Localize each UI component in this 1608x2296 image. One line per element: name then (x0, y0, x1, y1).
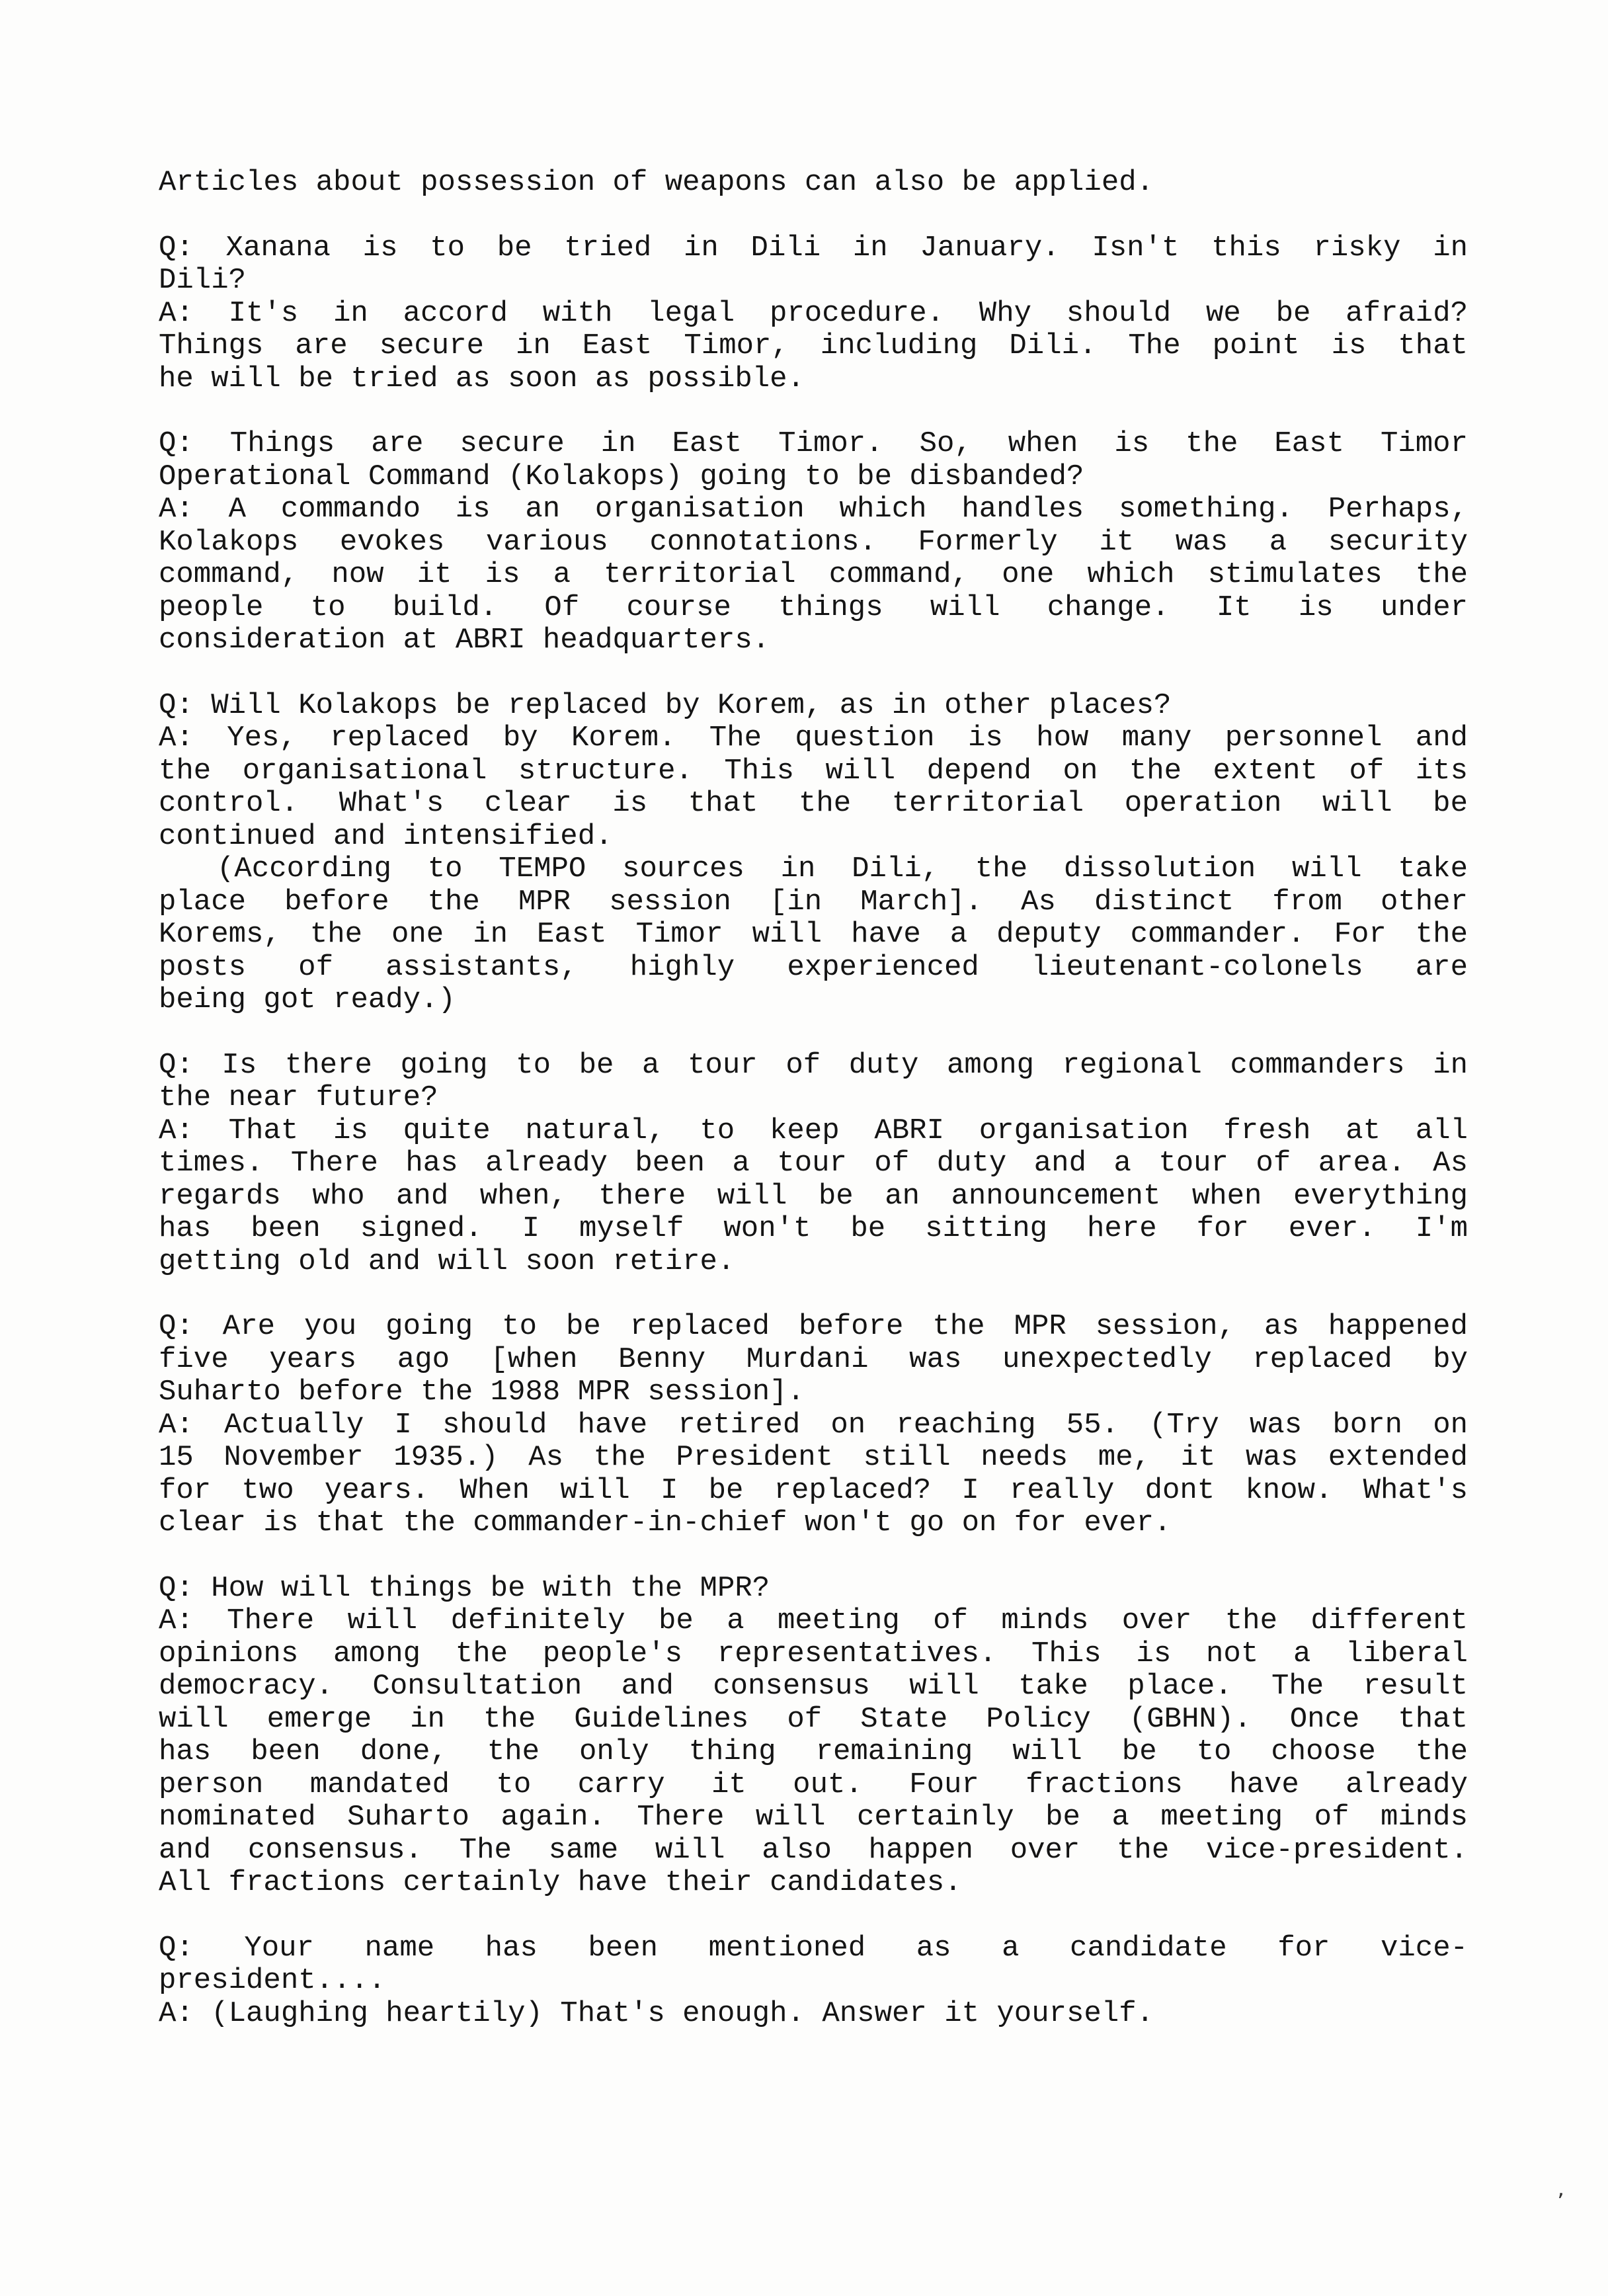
text-line: A: Actually I should have retired on reaching 55. (Try was born on (159, 1408, 1468, 1442)
text-line: times. There has already been a tour of duty and a tour of area. As (159, 1147, 1468, 1180)
text-line: All fractions certainly have their candidates. (159, 1866, 962, 1899)
text-line: Q: Things are secure in East Timor. So, when is the East Timor (159, 427, 1468, 460)
text-line: Q: Will Kolakops be replaced by Korem, as in other places? (159, 688, 1172, 722)
margin-mark: ’ (1557, 2189, 1564, 2215)
text-line: nominated Suharto again. There will certainly be a meeting of minds (159, 1801, 1468, 1834)
text-line: person mandated to carry it out. Four fractions have already (159, 1768, 1468, 1801)
text-line: has been signed. I myself won't be sitting here for ever. I'm (159, 1212, 1468, 1245)
text-line: continued and intensified. (159, 819, 613, 853)
text-line: posts of assistants, highly experienced lieutenant-colonels are (159, 950, 1468, 984)
text-line: five years ago [when Benny Murdani was unexpectedly replaced by (159, 1342, 1468, 1376)
text-line: Q: Are you going to be replaced before the MPR session, as happened (159, 1310, 1468, 1343)
text-line: place before the MPR session [in March]. As distinct from other (159, 885, 1468, 919)
text-line: Kolakops evokes various connotations. Formerly it was a security (159, 525, 1468, 559)
qa-paragraph (159, 1573, 1468, 1900)
text-line: will emerge in the Guidelines of State Policy (GBHN). Once that (159, 1702, 1468, 1736)
text-line: A: A commando is an organisation which handles something. Perhaps, (159, 493, 1468, 526)
text-line: Operational Command (Kolakops) going to be disbanded? (159, 460, 1084, 493)
qa-paragraph (159, 1311, 1468, 1540)
text-line: A: It's in accord with legal procedure. Why should we be afraid? (159, 296, 1468, 330)
text-line: for two years. When will I be replaced? I really dont know. What's (159, 1473, 1468, 1507)
text-line: control. What's clear is that the territorial operation will be (159, 787, 1468, 820)
text-line: A: (Laughing heartily) That's enough. Answer it yourself. (159, 1996, 1154, 2030)
text-line: Korems, the one in East Timor will have a deputy commander. For the (159, 918, 1468, 951)
text-line: Q: Your name has been mentioned as a candidate for vice- (159, 1931, 1468, 1965)
qa-paragraph (159, 1932, 1468, 2031)
text-line: opinions among the people's representatives. This is not a liberal (159, 1637, 1468, 1670)
text-line: getting old and will soon retire. (159, 1245, 735, 1278)
text-line: Q: How will things be with the MPR? (159, 1571, 770, 1605)
text-line: consideration at ABRI headquarters. (159, 624, 770, 657)
text-line: the near future? (159, 1081, 438, 1114)
text-line: being got ready.) (159, 983, 456, 1016)
text-line: A: Yes, replaced by Korem. The question is how many personnel and (159, 721, 1468, 755)
text-line: A: That is quite natural, to keep ABRI organisation fresh at all (159, 1114, 1468, 1147)
text-line: president.... (159, 1964, 386, 1997)
text-line: the organisational structure. This will depend on the extent of its (159, 754, 1468, 788)
qa-paragraph (159, 428, 1468, 657)
text-line: Articles about possession of weapons can also be applied. (159, 166, 1154, 199)
qa-paragraph (159, 167, 1468, 200)
text-line: Suharto before the 1988 MPR session]. (159, 1375, 805, 1409)
text-line: regards who and when, there will be an announcement when everything (159, 1179, 1468, 1213)
qa-paragraph (159, 232, 1468, 396)
text-line: has been done, the only thing remaining will be to choose the (159, 1735, 1468, 1768)
text-line: A: There will definitely be a meeting of minds over the different (159, 1604, 1468, 1637)
text-line: (According to TEMPO sources in Dili, the dissolution will take (217, 852, 1468, 885)
text-line: Q: Is there going to be a tour of duty among regional commanders in (159, 1048, 1468, 1082)
text-line: Dili? (159, 264, 247, 297)
text-line: Things are secure in East Timor, including Dili. The point is that (159, 329, 1468, 362)
interview-text (159, 167, 1468, 2063)
qa-paragraph (159, 690, 1468, 1017)
text-line: Q: Xanana is to be tried in Dili in January. Isn't this risky in (159, 231, 1468, 265)
text-line: democracy. Consultation and consensus will take place. The result (159, 1670, 1468, 1703)
qa-paragraph (159, 1049, 1468, 1279)
text-line: he will be tried as soon as possible. (159, 362, 805, 395)
text-line: clear is that the commander-in-chief won't go on for ever. (159, 1506, 1172, 1539)
text-line: command, now it is a territorial command, one which stimulates the (159, 558, 1468, 591)
text-line: people to build. Of course things will change. It is under (159, 591, 1468, 624)
text-line: and consensus. The same will also happen over the vice-president. (159, 1833, 1468, 1867)
text-line: 15 November 1935.) As the President still needs me, it was extended (159, 1441, 1468, 1474)
